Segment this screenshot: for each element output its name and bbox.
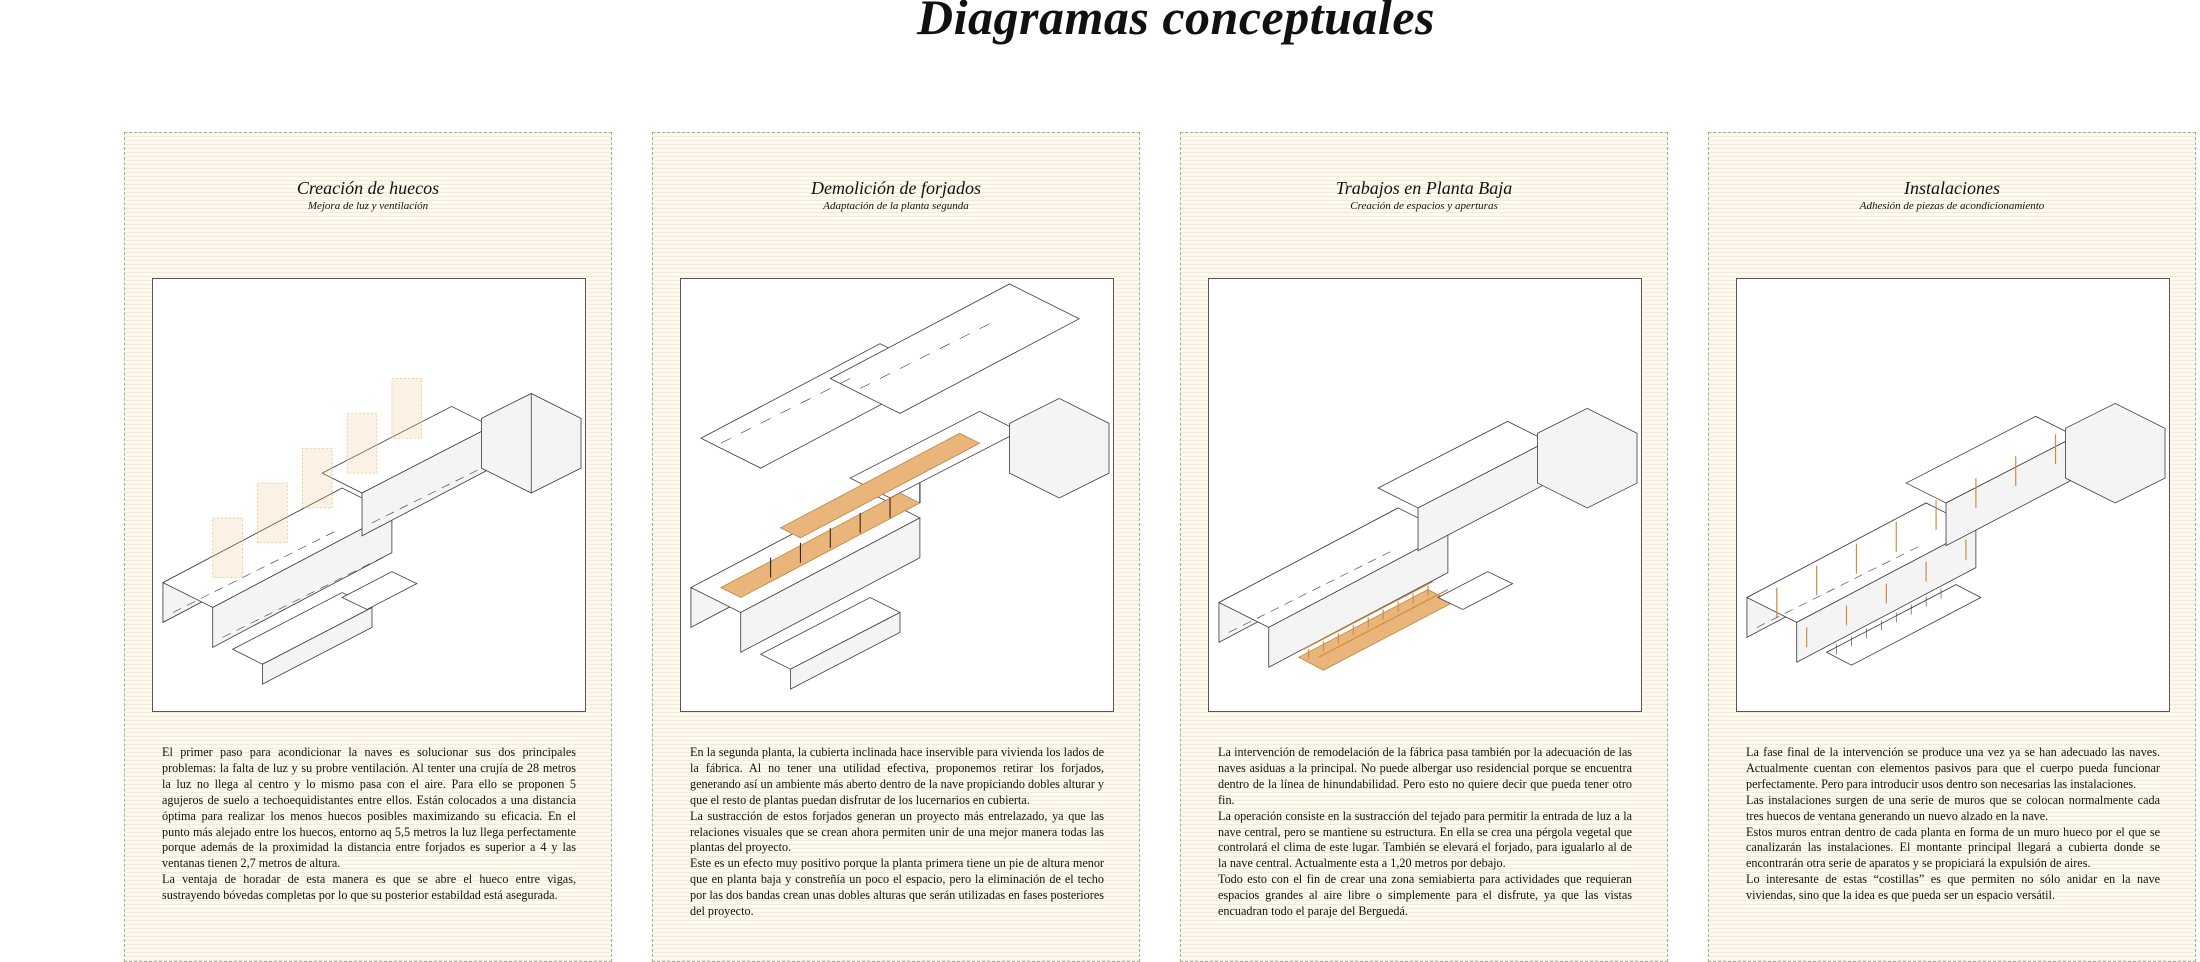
paragraph: El primer paso para acondicionar la naves es solucionar sus dos principales problemas: la falta de luz y su probre ventilación. Al tenter una crujía de 28 metros la luz no llega al centro y lo mismo pasa con el aire. Para ello se proponen 5 agujeros de suelo a techoequidistantes entre ellos. Están colocados a una distancia óptima para realizar los menos huecos posibles maximizando su eficacia. En el punto más alejado entre los huecos, entorno aq 5,5 metros la luz llega perfectamente porque además de la proximidad la distancia entre forjados es superior a 4 y las ventanas tienen 2,7 metros de altura. [162, 745, 576, 871]
panel-heading [1709, 179, 2195, 213]
paragraph: Todo esto con el fin de crear una zona semiabierta para actividades que requieran espacios grandes al aire libre o simplemente para el disfrute, ya que las vistas encuadran todo el paraje del Berguedá. [1218, 872, 1632, 919]
paragraph: En la segunda planta, la cubierta inclinada hace inservible para vivienda los lados de la fábrica. Al no tener una utilidad efectiva, proponemos retirar los forjados, generando así un ambiente más aberto dentro de la nave propiciando dobles alturar y que el resto de plantas puedan disfrutar de los lucernarios en cubierta. [690, 745, 1104, 807]
building-axonometric-drawing [153, 279, 585, 711]
paragraph: La ventaja de horadar de esta manera es que se abre el hueco entre vigas, sustrayendo bóvedas completas por lo que su posterior estabildad está asegurada. [162, 872, 576, 903]
panel-description [162, 745, 576, 904]
paragraph: Este es un efecto muy positivo porque la planta primera tiene un pie de altura menor que en planta baja y constreñía un poco el espacio, pero la eliminación de el techo por las dos bandas crean unas dobles alturas que serán utilizadas en fases posteriores del proyecto. [690, 856, 1104, 919]
panel-trabajos-planta-baja [1180, 132, 1668, 962]
axonometric-diagram [1736, 278, 2170, 712]
axonometric-diagram [1208, 278, 1642, 712]
axonometric-diagram [680, 278, 1114, 712]
main-nave-block [1747, 403, 2165, 662]
panel-heading [653, 179, 1139, 213]
building-exploded-drawing [681, 279, 1113, 711]
panel-title: Demolición de forjados [811, 178, 981, 198]
panel-subtitle: Adhesión de piezas de acondicionamiento [1859, 199, 2045, 212]
panel-subtitle: Mejora de luz y ventilación [307, 199, 429, 212]
panel-heading [1181, 179, 1667, 213]
panel-subtitle: Adaptación de la planta segunda [823, 199, 969, 212]
panel-title: Trabajos en Planta Baja [1335, 178, 1513, 198]
panel-title: Instalaciones [1904, 178, 2000, 198]
panel-title: Creación de huecos [296, 178, 440, 198]
panel-demolicion-forjados [652, 132, 1140, 962]
panel-subtitle: Creación de espacios y aperturas [1350, 199, 1498, 212]
axonometric-diagram [152, 278, 586, 712]
paragraph: Las instalaciones surgen de una serie de muros que se colocan normalmente cada tres huecos de ventana generando un nuevo alzado en la nave. [1746, 792, 2160, 823]
panel-description [690, 745, 1104, 920]
paragraph: La fase final de la intervención se produce una vez ya se han adecuado las naves. Actualmente cuentan con elementos pasivos para que el cuerpo pueda funcionar perfectamente. Pero para introducir usos dentro son necesarias las instalaciones. [1746, 745, 2160, 791]
panel-instalaciones [1708, 132, 2196, 962]
paragraph: La operación consiste en la sustracción del tejado para permitir la entrada de luz a la nave central, pero se mantiene su estructura. En ella se crea una pérgola vegetal que controlará el clima de este lugar. También se elevará el forjado, para igualarlo al de la nave central. Actualmente esta a 1,20 metros por debajo. [1218, 808, 1632, 871]
panel-description [1746, 745, 2160, 904]
panel-heading [125, 179, 611, 213]
panel-creacion-huecos [124, 132, 612, 962]
paragraph: La intervención de remodelación de la fábrica pasa también por la adecuación de las naves asiduas a la principal. No puede albergar uso residencial porque se encuentra dentro de la línea de hinundabilidad. Pero esto no quiere decir que pueda tener otro fin. [1218, 745, 1632, 807]
paragraph: La sustracción de estos forjados generan un proyecto más entrelazado, ya que las relaciones visuales que se crean ahora permiten unir de una mejor manera todas las plantas del proyecto. [690, 808, 1104, 855]
building-axonometric-drawing [1737, 279, 2169, 711]
page-title: Diagramas conceptuales [917, 0, 1435, 45]
main-nave-block [1219, 408, 1637, 667]
panel-description [1218, 745, 1632, 920]
paragraph: Lo interesante de estas “costillas” es que permiten no sólo anidar en la nave viviendas, sino que la idea es que pueda ser un espacio versátil. [1746, 872, 2160, 903]
building-axonometric-drawing [1209, 279, 1641, 711]
paragraph: Estos muros entran dentro de cada planta en forma de un muro hueco por el que se canalizarán las instalaciones. El montante principal llegará a cubierta donde se encontrarán otra serie de aparatos y se propiciará la expulsión de aires. [1746, 824, 2160, 871]
